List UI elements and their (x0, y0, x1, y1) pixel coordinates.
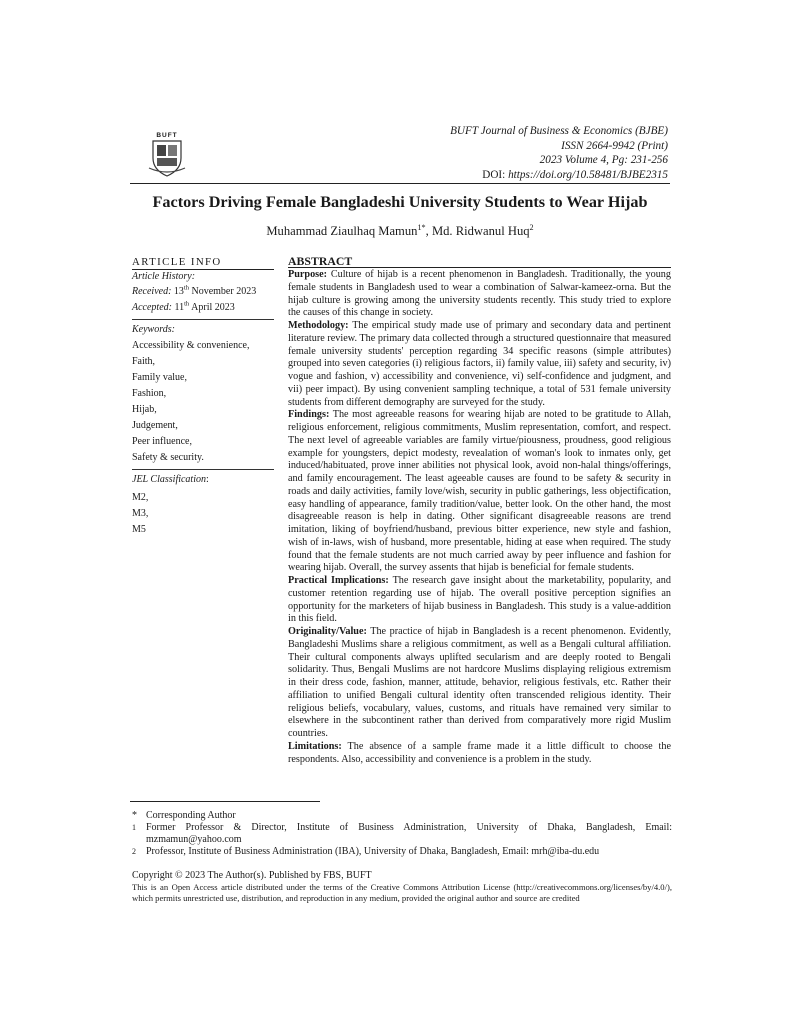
author-line (0, 224, 800, 239)
keyword-item: Judgement, (132, 420, 178, 432)
received-sup: th (183, 284, 189, 292)
jel-label: JEL Classification (132, 474, 206, 486)
practical-label: Practical Implications: (288, 575, 389, 586)
purpose-text: Culture of hijab is a recent phenomenon in Bangladesh. Traditionally, the young female students in Bangladesh used to wear a combination of Salwar-kameez-orna. But the hijab culture is growing among the university students recently. This study tried to explore the causes of this change in society. (288, 269, 671, 319)
header-rule (130, 183, 670, 184)
jel-label-line (132, 473, 274, 488)
jel-item: M2, (132, 491, 149, 503)
method-text: The empirical study made use of primary and secondary data and pertinent literature review. The primary data collected through a structured questionnaire that measured female university students' perception regarding 34 specific reasons (simple attributes) grouped into seven categories (i) religious factors, ii) family value, iii) safety and security, iv) vogue and fashion, v) accessibility and convenience, vi) self-confidence and judgment, and vii) peer impact). By using convenient sampling technique, a total of 531 female university students from different demography are surveyed for the study. (288, 320, 671, 408)
article-info (132, 256, 274, 538)
orig-label: Originality/Value: (288, 626, 367, 637)
footnote-text: Professor, Institute of Business Administration (IBA), University of Dhaka, Bangladesh, Email: mrh@iba-du.edu (146, 846, 600, 857)
author-2: Md. Ridwanul Huq (431, 224, 530, 238)
article-info-heading: ARTICLE INFO (132, 256, 274, 270)
footnote-2 (132, 846, 672, 858)
abstract-purpose (288, 269, 671, 320)
findings-text: The most agreeable reasons for wearing hijab are noted to be gratitude to Allah, religious enforcement, religious commitments, Muslim representation, comfort, and respect. The next level of agreeable variables are family virtue/piousness, proudness, good religious example for youngsters, depict modesty, revealation of woman's look to inmates only, get induced/habituated, prove inner abilities not physical look, avoid non-halal things/offerings, and family encouragement. The least ageeable causes are found to be safety & security in roads and daily activities, family love/wish, security in public gatherings, less objectification, easy handling of appearance, family tradition/value, better look. On the other hand, the most disagreeable reason is help in dating. Other significant disagreeable reasons are trend imitation, liking of boyfriend/husband, previous bitter experience, new style and fashion, wish of in-laws, wish of husband, more presentable, hiding at ease when required. The study found that the female students are not much carried away by peer influence and fashion for wearing hijab. Overall, the survey assents that hijab is beneficial for female students. (288, 409, 671, 574)
journal-issn: ISSN 2664-9942 (Print) (561, 139, 668, 152)
jel-item: M3, (132, 507, 149, 519)
divider (132, 469, 274, 470)
paper-title: Factors Driving Female Bangladeshi University Students to Wear Hijab (152, 193, 648, 211)
footnote-mark: 1 (132, 823, 136, 832)
copyright-block (132, 870, 672, 905)
divider (132, 319, 274, 320)
footnote-corresponding (132, 810, 672, 822)
footnote-rule (130, 801, 320, 802)
keyword-list (132, 338, 274, 466)
received-day: 13 (171, 285, 184, 297)
keywords-label: Keywords: (132, 323, 175, 335)
keyword-item: Hijab, (132, 404, 157, 416)
received-rest: November 2023 (188, 285, 257, 297)
footnote-1 (132, 822, 672, 847)
history-label: Article History: (132, 271, 196, 282)
author-sep: , (425, 224, 432, 238)
footnote-mark: 2 (132, 847, 136, 856)
logo-text: BUFT (156, 132, 178, 139)
jel-colon: : (206, 474, 209, 486)
keyword-item: Accessibility & convenience, (132, 340, 250, 352)
abstract-practical (288, 575, 671, 626)
journal-doi-line (450, 168, 668, 183)
abstract-methodology (288, 320, 671, 409)
footnote-mark: * (132, 810, 137, 821)
journal-logo (147, 132, 187, 178)
footnote-text: Corresponding Author (146, 810, 236, 821)
orig-text: The practice of hijab in Bangladesh is a recent phenomenon. Evidently, Bangladeshi Muslims share a religious commitment, as well as a Bengali cultural affiliation. Their cultural components always uplifted secularism and are deeply rooted to Bengali solidarity. Thus, Bengali Muslims are not hardcore Muslims displaying religious extremism in their dress code, fashion, manner, attitude, behavior, religious festivals, etc. Rather their affiliation to unified Bengali cultural identity often transcended religious identity. Their religious beliefs, vocabulary, values, customs, and rituals have remained very similar to elsewhere in the subcontinent rather than derived from comparatively more rigid Muslim countries. (288, 626, 671, 739)
limit-text: The absence of a sample frame made it a little difficult to choose the respondents. Also, accessibility and convenience is a problem in the study. (288, 740, 671, 765)
doi-link[interactable]: https://doi.org/10.58481/BJBE2315 (508, 168, 668, 181)
method-label: Methodology: (288, 320, 349, 331)
keyword-item: Safety & security. (132, 452, 204, 464)
abstract-findings (288, 409, 671, 575)
accepted-rest: April 2023 (189, 302, 235, 314)
accepted-label: Accepted: (132, 302, 172, 314)
abstract-heading: ABSTRACT (288, 255, 671, 268)
keyword-item: Family value, (132, 372, 187, 384)
doi-label: DOI: (482, 168, 509, 181)
limit-label: Limitations: (288, 740, 342, 752)
abstract (288, 255, 671, 766)
received-label: Received: (132, 285, 172, 297)
author-1: Muhammad Ziaulhaq Mamun (266, 224, 418, 238)
jel-list (132, 490, 274, 538)
abstract-originality (288, 626, 671, 741)
accepted-line (132, 301, 274, 316)
accepted-day: 11 (171, 302, 185, 314)
accepted-sup: th (184, 300, 190, 308)
copyright-line: Copyright © 2023 The Author(s). Published by FBS, BUFT (132, 870, 372, 881)
journal-header (450, 124, 668, 182)
keyword-item: Fashion, (132, 388, 167, 400)
author-2-sup: 2 (529, 222, 534, 232)
keyword-item: Faith, (132, 356, 156, 368)
practical-text: The research gave insight about the marketability, popularity, and customer retention regarding use of hijab. The overall positive perception signifies an opportunity for the marketers of hijab business in Bangladesh. This study is a value-addition in this field. (288, 575, 671, 625)
author-1-sup: 1* (417, 222, 426, 232)
purpose-label: Purpose: (288, 269, 328, 280)
journal-name: BUFT Journal of Business & Economics (BJBE) (450, 125, 668, 137)
abstract-limitations (288, 741, 671, 767)
findings-label: Findings: (288, 409, 330, 421)
received-line (132, 285, 274, 300)
journal-volume: 2023 Volume 4, Pg: 231-256 (539, 154, 668, 167)
crest-icon (147, 132, 187, 178)
footnote-text: Former Professor & Director, Institute of Business Administration, University of Dhaka, Bangladesh, Email: mzmamun@yahoo.com (146, 822, 672, 846)
keyword-item: Peer influence, (132, 436, 192, 448)
jel-item: M5 (132, 523, 146, 535)
license-text: This is an Open Access article distributed under the terms of the Creative Commons Attribution License (http://creativecommons.org/licenses/by/4.0/), which permits unrestricted use, distribution, and reproduction in any medium, provided the original author and source are credited (132, 881, 672, 904)
